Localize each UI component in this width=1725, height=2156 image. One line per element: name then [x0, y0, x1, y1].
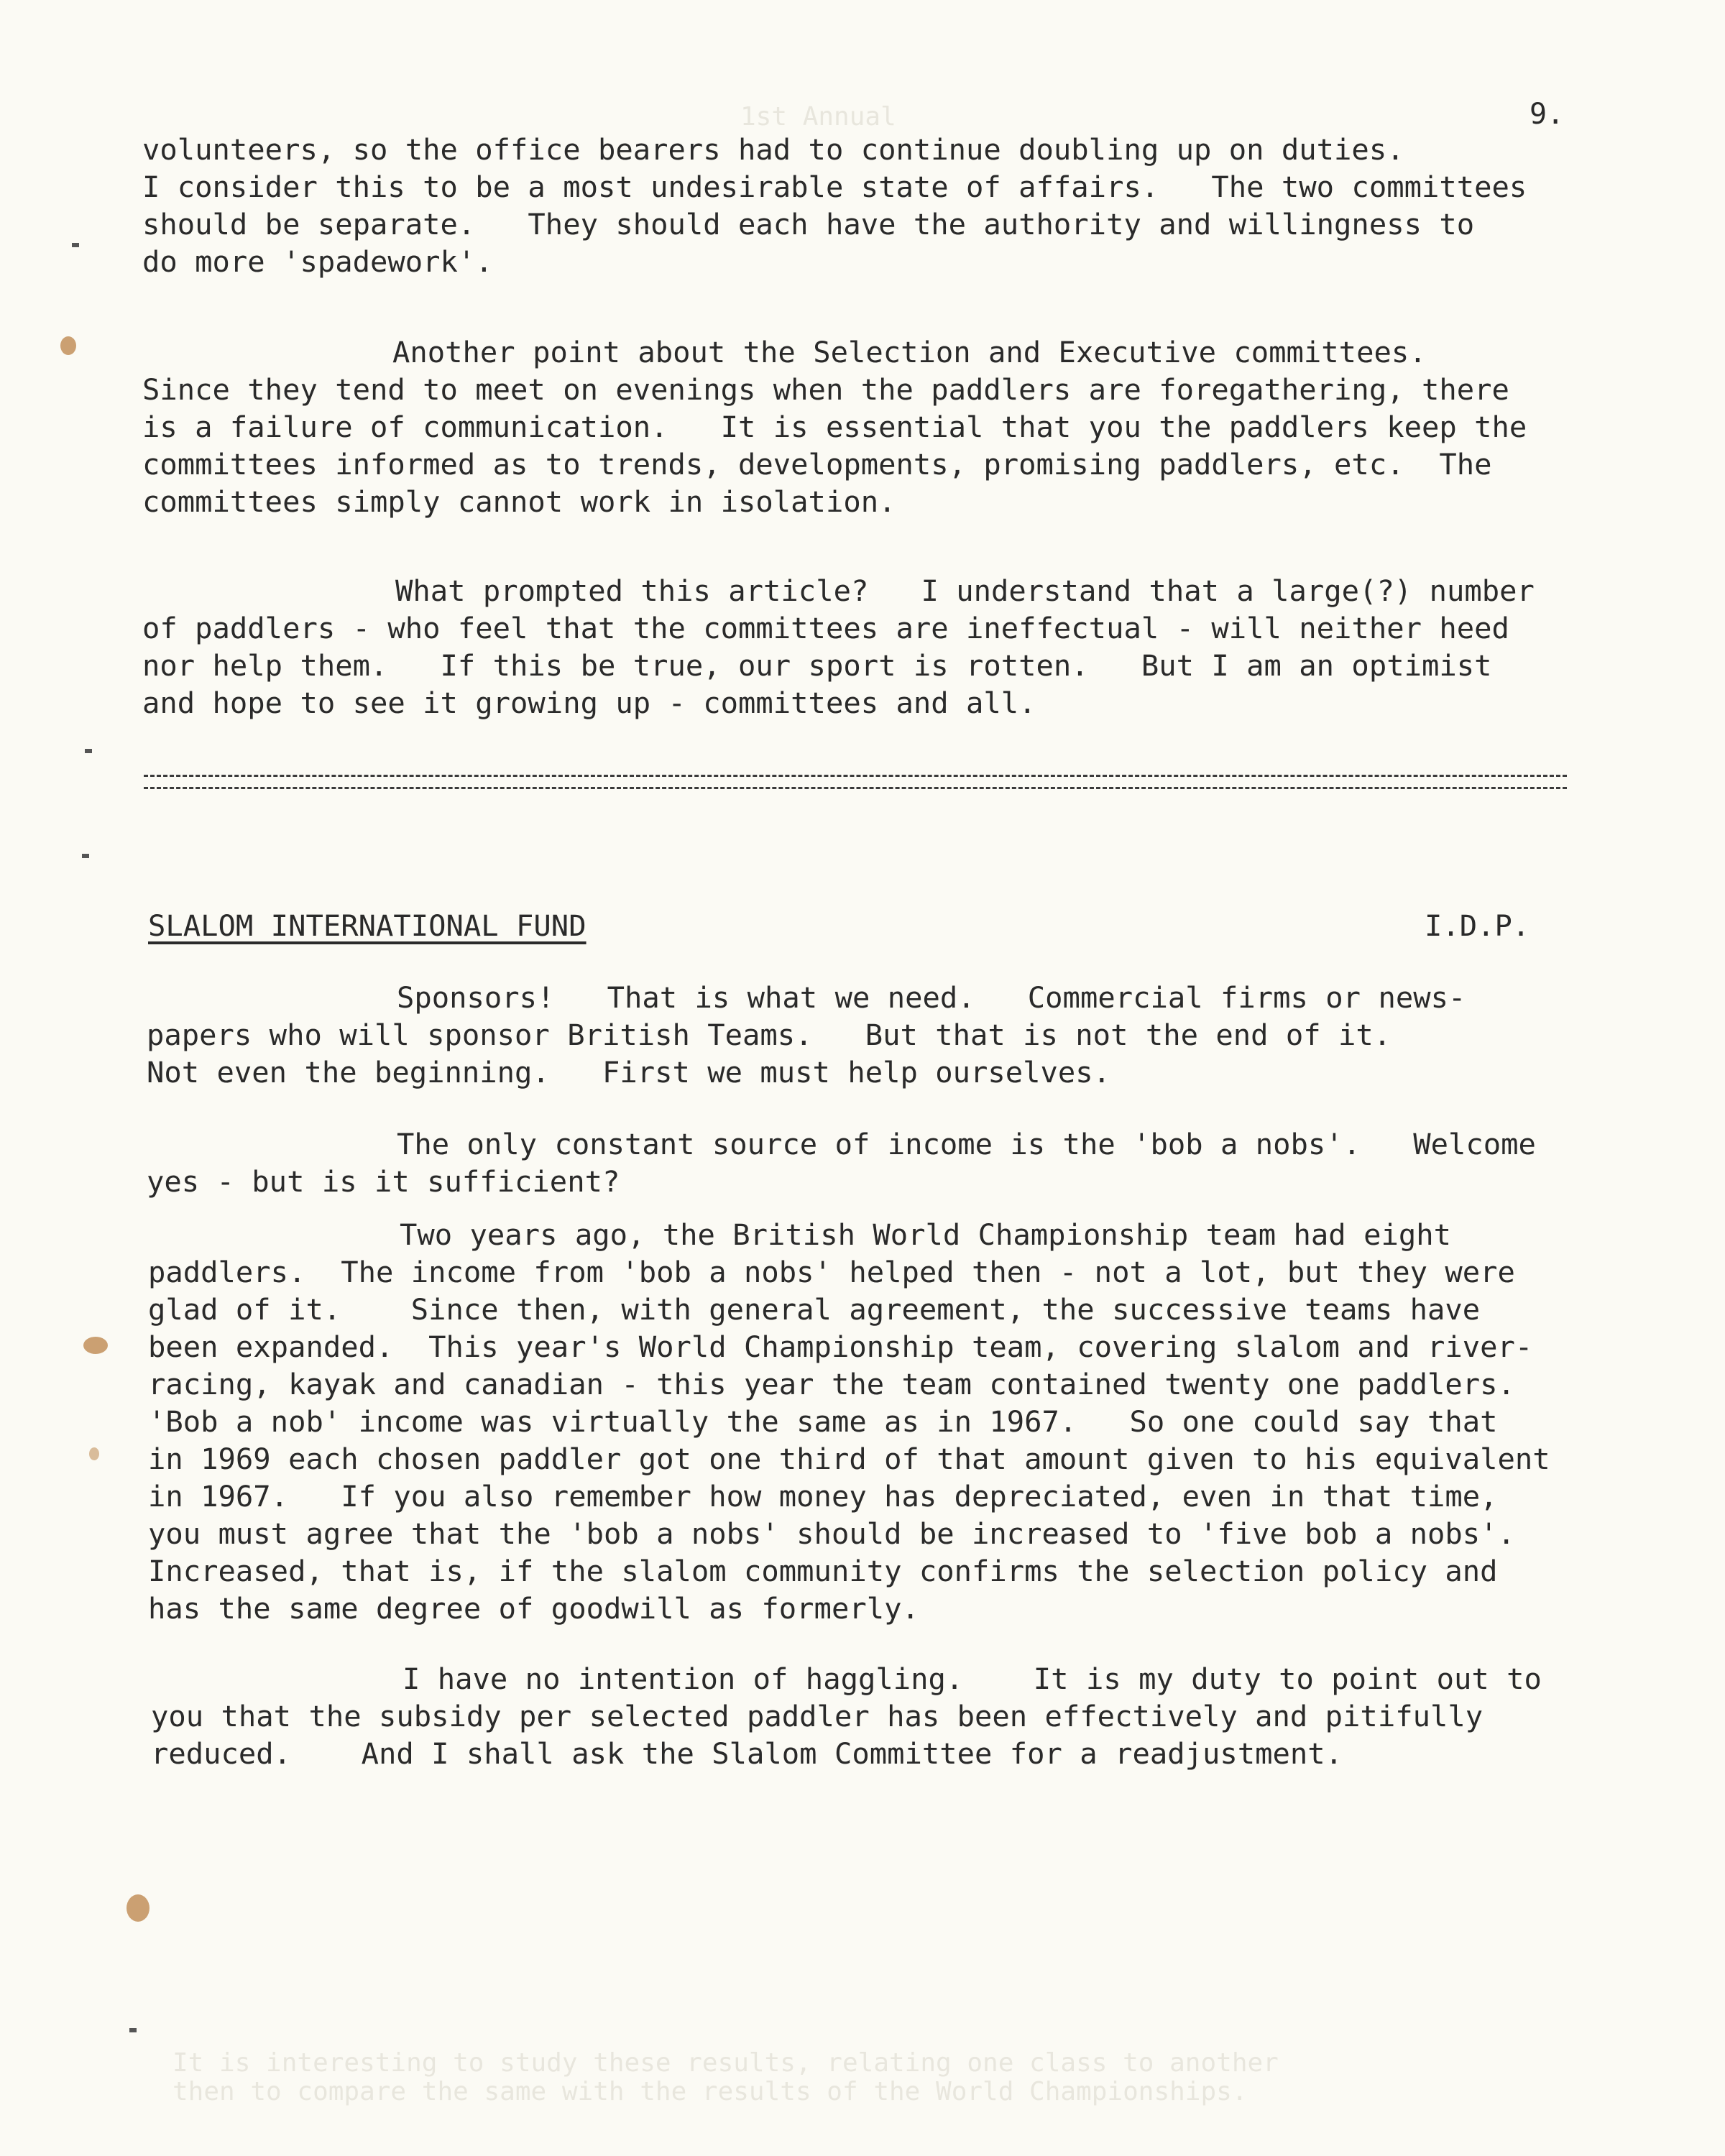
text-line: you that the subsidy per selected paddler has been effectively and pitifully — [151, 1699, 1484, 1733]
punch-mark — [72, 243, 79, 247]
text-line: I consider this to be a most undesirable state of affairs. The two committees — [142, 170, 1527, 204]
section-heading: SLALOM INTERNATIONAL FUND — [148, 908, 586, 943]
text-line: been expanded. This year's World Championship team, covering slalom and river- — [148, 1330, 1533, 1364]
text-line: has the same degree of goodwill as formerly. — [148, 1591, 919, 1626]
text-line: glad of it. Since then, with general agreement, the successive teams have — [148, 1292, 1481, 1327]
bleed-through-text: then to compare the same with the results of the World Championships. — [172, 2077, 1248, 2106]
text-line: Increased, that is, if the slalom community confirms the selection policy and — [148, 1554, 1498, 1588]
text-line: papers who will sponsor British Teams. But that is not the end of it. — [147, 1018, 1392, 1052]
text-line: should be separate. They should each have the authority and willingness to — [142, 207, 1475, 241]
text-line: paddlers. The income from 'bob a nobs' helped then - not a lot, but they were — [148, 1255, 1515, 1289]
text-line: nor help them. If this be true, our sport is rotten. But I am an optimist — [142, 648, 1492, 683]
page-number: 9. — [1530, 98, 1565, 131]
section-separator — [144, 775, 1567, 789]
text-line: you must agree that the 'bob a nobs' should be increased to 'five bob a nobs'. — [148, 1516, 1515, 1551]
rust-stain — [83, 1337, 108, 1354]
text-line: of paddlers - who feel that the committees are ineffectual - will neither heed — [142, 611, 1509, 645]
text-line: racing, kayak and canadian - this year the team contained twenty one paddlers. — [148, 1367, 1515, 1401]
text-line: Since they tend to meet on evenings when the paddlers are foregathering, there — [142, 372, 1509, 407]
text-line: do more 'spadework'. — [142, 244, 493, 279]
text-line: yes - but is it sufficient? — [147, 1164, 620, 1199]
text-line: committees informed as to trends, developments, promising paddlers, etc. The — [142, 447, 1492, 482]
text-line: Another point about the Selection and Executive committees. — [392, 335, 1427, 369]
text-line: is a failure of communication. It is essential that you the paddlers keep the — [142, 410, 1527, 444]
bleed-through-text: 1st Annual — [740, 102, 896, 132]
text-line: Not even the beginning. First we must help ourselves. — [147, 1055, 1111, 1089]
punch-mark — [82, 854, 89, 858]
text-line: committees simply cannot work in isolation. — [142, 484, 896, 519]
punch-mark — [129, 2028, 137, 2032]
text-line: volunteers, so the office bearers had to continue doubling up on duties. — [142, 132, 1404, 167]
rust-stain — [126, 1894, 150, 1922]
text-line: What prompted this article? I understand that a large(?) number — [395, 573, 1535, 608]
text-line: Sponsors! That is what we need. Commercial firms or news- — [397, 980, 1466, 1015]
text-line: Two years ago, the British World Championship team had eight — [400, 1217, 1451, 1252]
rust-stain — [60, 336, 76, 355]
text-line: in 1969 each chosen paddler got one third of that amount given to his equivalent — [148, 1442, 1550, 1476]
text-line: I have no intention of haggling. It is my duty to point out to — [402, 1662, 1542, 1696]
rust-stain — [89, 1447, 99, 1460]
text-line: in 1967. If you also remember how money has depreciated, even in that time, — [148, 1479, 1498, 1514]
text-line: and hope to see it growing up - committees and all. — [142, 686, 1036, 720]
text-line: 'Bob a nob' income was virtually the same as in 1967. So one could say that — [148, 1404, 1498, 1439]
text-line: reduced. And I shall ask the Slalom Committee for a readjustment. — [151, 1736, 1343, 1771]
bleed-through-text: It is interesting to study these results, relating one class to another — [172, 2048, 1279, 2078]
text-line: The only constant source of income is the 'bob a nobs'. Welcome — [397, 1127, 1536, 1161]
punch-mark — [85, 749, 92, 753]
author-initials: I.D.P. — [1425, 908, 1530, 943]
